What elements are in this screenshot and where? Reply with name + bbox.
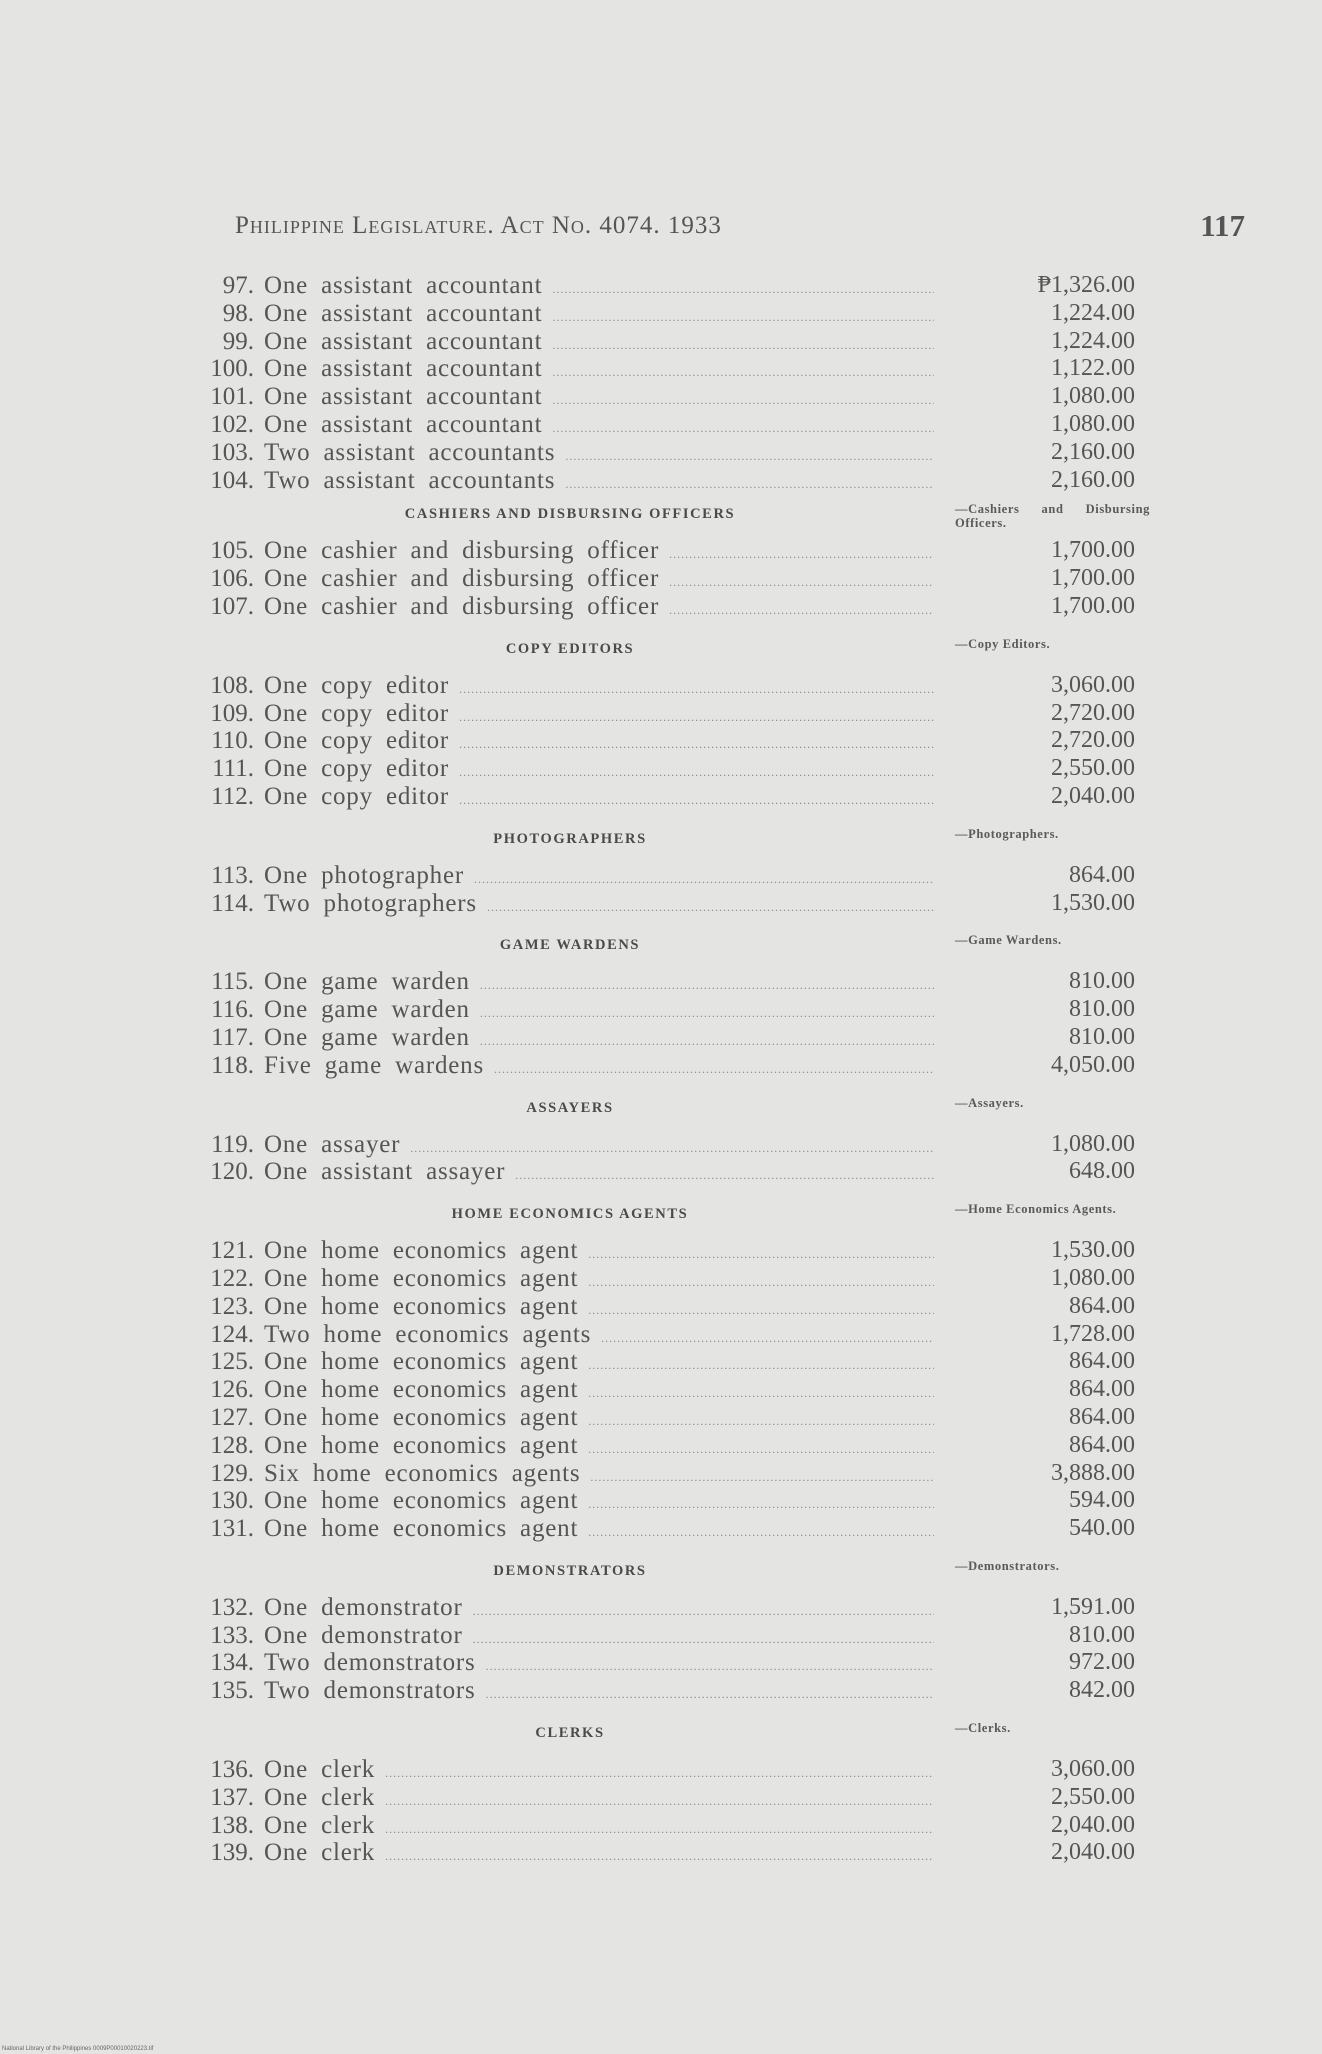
item-amount: 1,080.00 [1051,383,1135,410]
item-number: 118. [211,1051,254,1079]
item-number: 121. [210,1237,254,1265]
list-item [190,1649,1150,1677]
item-description: One clerk ..... [264,1784,934,1816]
list-item [190,1348,1150,1376]
section-heading [190,925,1150,968]
item-amount: 864.00 [1069,1403,1135,1430]
item-number: 136. [210,1756,254,1784]
section-heading [190,629,1150,672]
list-item [190,968,1150,996]
item-number: 120. [210,1158,254,1186]
list-item [190,1812,1150,1840]
item-number: 129. [210,1459,254,1487]
item-number: 130. [210,1487,254,1515]
item-description: One home economics agent ..... [264,1515,934,1547]
list-item [190,565,1150,593]
list-item [190,328,1150,356]
item-amount: 2,160.00 [1051,466,1135,493]
item-description: One game warden ..... [264,996,934,1028]
item-number: 126. [210,1376,254,1404]
list-item [190,755,1150,783]
item-number: 101. [210,383,254,411]
item-amount: 2,040.00 [1051,1839,1135,1866]
section-title: CASHIERS AND DISBURSING OFFICERS [404,506,736,523]
item-description: One cashier and disbursing officer ..... [264,593,934,625]
list-item [190,300,1150,328]
list-item [190,593,1150,621]
list-item [190,411,1150,439]
margin-note: —Home Economics Agents. [955,1202,1117,1217]
item-number: 105. [210,537,254,565]
item-description: Five game wardens ..... [264,1052,934,1084]
item-number: 127. [210,1403,254,1431]
list-item [190,727,1150,755]
item-number: 98. [222,299,254,327]
item-amount: 2,720.00 [1051,727,1135,754]
item-amount: ₱1,326.00 [1037,272,1135,298]
item-amount: 648.00 [1069,1158,1135,1185]
item-description: One demonstrator ..... [264,1622,934,1654]
item-number: 132. [210,1593,254,1621]
section-title: DEMONSTRATORS [493,1562,647,1579]
item-number: 123. [210,1292,254,1320]
item-description: One demonstrator ..... [264,1594,934,1626]
item-number: 124. [210,1320,254,1348]
item-description: One copy editor ..... [264,755,934,787]
item-amount: 2,040.00 [1051,782,1135,809]
item-description: One copy editor ..... [264,672,934,704]
list-item [190,1756,1150,1784]
item-number: 125. [210,1348,254,1376]
item-amount: 4,050.00 [1051,1051,1135,1078]
list-item [190,996,1150,1024]
item-amount: 1,530.00 [1051,889,1135,916]
page-header [235,208,1245,252]
list-item [190,1131,1150,1159]
item-amount: 1,080.00 [1051,1264,1135,1291]
list-item [190,890,1150,918]
item-description: One assistant assayer ..... [264,1158,934,1190]
item-description: One copy editor ..... [264,700,934,732]
item-number: 128. [210,1431,254,1459]
item-description: One home economics agent ..... [264,1348,934,1380]
item-amount: 1,224.00 [1051,327,1135,354]
item-description: Two assistant accountants ..... [264,439,934,471]
item-amount: 864.00 [1069,1376,1135,1403]
item-amount: 540.00 [1069,1515,1135,1542]
item-number: 114. [211,889,254,917]
section-title: ASSAYERS [526,1099,614,1116]
item-amount: 3,888.00 [1051,1459,1135,1486]
item-amount: 1,224.00 [1051,299,1135,326]
section-heading [190,1194,1150,1237]
list-item [190,672,1150,700]
item-amount: 1,700.00 [1051,537,1135,564]
list-item [190,1515,1150,1543]
item-description: One assistant accountant ..... [264,300,934,332]
item-number: 139. [210,1839,254,1867]
list-item [190,862,1150,890]
item-amount: 1,591.00 [1051,1593,1135,1620]
item-amount: 1,700.00 [1051,592,1135,619]
item-description: One home economics agent ..... [264,1265,934,1297]
list-item [190,1052,1150,1080]
item-number: 109. [210,699,254,727]
item-amount: 810.00 [1069,996,1135,1023]
margin-note: —Cashiers and Disbursing Officers. [955,502,1150,531]
item-number: 97. [222,272,254,299]
item-description: One assistant accountant ..... [264,272,934,304]
item-amount: 594.00 [1069,1487,1135,1514]
item-amount: 810.00 [1069,968,1135,995]
list-item [190,1376,1150,1404]
item-amount: 3,060.00 [1051,1756,1135,1783]
page-number: 117 [1200,208,1245,243]
section-heading [190,1713,1150,1756]
item-number: 119. [211,1130,254,1158]
section-title: GAME WARDENS [499,937,641,954]
item-number: 110. [211,727,254,755]
item-amount: 864.00 [1069,1348,1135,1375]
section-title: CLERKS [535,1725,605,1742]
item-amount: 1,700.00 [1051,565,1135,592]
section-heading [190,1551,1150,1594]
item-number: 100. [210,355,254,383]
running-title: Philippine Legislature. Act No. 4074. 1933 [235,212,722,239]
item-number: 131. [210,1515,254,1543]
item-description: One home economics agent ..... [264,1487,934,1519]
list-item [190,1237,1150,1265]
item-amount: 1,080.00 [1051,410,1135,437]
item-description: One cashier and disbursing officer ..... [264,565,934,597]
item-amount: 2,720.00 [1051,699,1135,726]
item-description: One assistant accountant ..... [264,411,934,443]
list-item [190,1404,1150,1432]
item-description: Two assistant accountants ..... [264,467,934,499]
item-description: Six home economics agents ..... [264,1460,934,1492]
item-number: 102. [210,410,254,438]
item-amount: 810.00 [1069,1023,1135,1050]
item-description: One clerk ..... [264,1839,934,1871]
margin-note: —Photographers. [955,826,1059,841]
list-item [190,383,1150,411]
margin-note: —Demonstrators. [955,1558,1060,1573]
item-number: 107. [210,592,254,620]
scan-footer: National Library of the Philippines 0009P00010020223.tif [2,2046,154,2052]
item-description: One copy editor ..... [264,783,934,815]
margin-note: —Assayers. [955,1095,1024,1110]
appropriation-list [190,272,1150,1875]
item-number: 134. [210,1649,254,1677]
item-number: 111. [212,755,254,783]
item-description: One home economics agent ..... [264,1237,934,1269]
item-description: One photographer ..... [264,862,934,894]
list-item [190,1839,1150,1867]
item-number: 104. [210,466,254,494]
list-item [190,467,1150,495]
item-description: Two demonstrators ..... [264,1677,934,1709]
item-description: One game warden ..... [264,1024,934,1056]
item-number: 113. [211,861,254,889]
item-description: One assistant accountant ..... [264,328,934,360]
item-amount: 864.00 [1069,861,1135,888]
item-amount: 1,530.00 [1051,1237,1135,1264]
item-amount: 810.00 [1069,1621,1135,1648]
item-number: 133. [210,1621,254,1649]
item-amount: 972.00 [1069,1649,1135,1676]
list-item [190,1460,1150,1488]
margin-note: —Copy Editors. [955,636,1051,651]
item-amount: 2,040.00 [1051,1811,1135,1838]
item-number: 115. [211,968,254,996]
item-description: One cashier and disbursing officer ..... [264,537,934,569]
item-description: One copy editor ..... [264,727,934,759]
section-heading [190,1088,1150,1131]
item-number: 138. [210,1811,254,1839]
item-number: 137. [210,1783,254,1811]
list-item [190,700,1150,728]
item-amount: 1,728.00 [1051,1320,1135,1347]
item-number: 112. [211,782,254,810]
item-description: One home economics agent ..... [264,1432,934,1464]
list-item [190,1024,1150,1052]
item-number: 135. [210,1677,254,1705]
list-item [190,1594,1150,1622]
item-number: 122. [210,1264,254,1292]
section-heading [190,494,1150,537]
section-title: HOME ECONOMICS AGENTS [451,1206,689,1223]
item-description: One clerk ..... [264,1812,934,1844]
item-description: One game warden ..... [264,968,934,1000]
item-amount: 3,060.00 [1051,671,1135,698]
item-amount: 1,080.00 [1051,1130,1135,1157]
section-title: PHOTOGRAPHERS [493,830,647,847]
item-description: One assistant accountant ..... [264,355,934,387]
margin-note: —Game Wardens. [955,933,1062,948]
item-number: 117. [211,1023,254,1051]
list-item [190,1784,1150,1812]
list-item [190,1487,1150,1515]
item-number: 116. [211,996,254,1024]
list-item [190,1158,1150,1186]
item-description: One home economics agent ..... [264,1404,934,1436]
list-item [190,439,1150,467]
list-item [190,1265,1150,1293]
margin-note: —Clerks. [955,1721,1011,1736]
list-item [190,1622,1150,1650]
item-description: One clerk ..... [264,1756,934,1788]
list-item [190,783,1150,811]
item-amount: 2,160.00 [1051,438,1135,465]
list-item [190,1432,1150,1460]
item-number: 103. [210,438,254,466]
item-amount: 2,550.00 [1051,755,1135,782]
item-number: 106. [210,565,254,593]
list-item [190,537,1150,565]
item-amount: 864.00 [1069,1431,1135,1458]
list-item [190,1321,1150,1349]
item-description: Two home economics agents ..... [264,1321,934,1353]
item-amount: 864.00 [1069,1292,1135,1319]
item-description: Two demonstrators ..... [264,1649,934,1681]
section-title: COPY EDITORS [505,640,635,657]
list-item [190,355,1150,383]
list-item [190,1677,1150,1705]
item-description: One assayer ..... [264,1131,934,1163]
item-amount: 842.00 [1069,1677,1135,1704]
item-description: One home economics agent ..... [264,1293,934,1325]
item-description: One home economics agent ..... [264,1376,934,1408]
item-description: One assistant accountant ..... [264,383,934,415]
item-description: Two photographers ..... [264,890,934,922]
item-number: 108. [210,671,254,699]
item-number: 99. [222,327,254,355]
section-heading [190,819,1150,862]
item-amount: 1,122.00 [1051,355,1135,382]
list-item [190,1293,1150,1321]
item-amount: 2,550.00 [1051,1783,1135,1810]
list-item [190,272,1150,300]
